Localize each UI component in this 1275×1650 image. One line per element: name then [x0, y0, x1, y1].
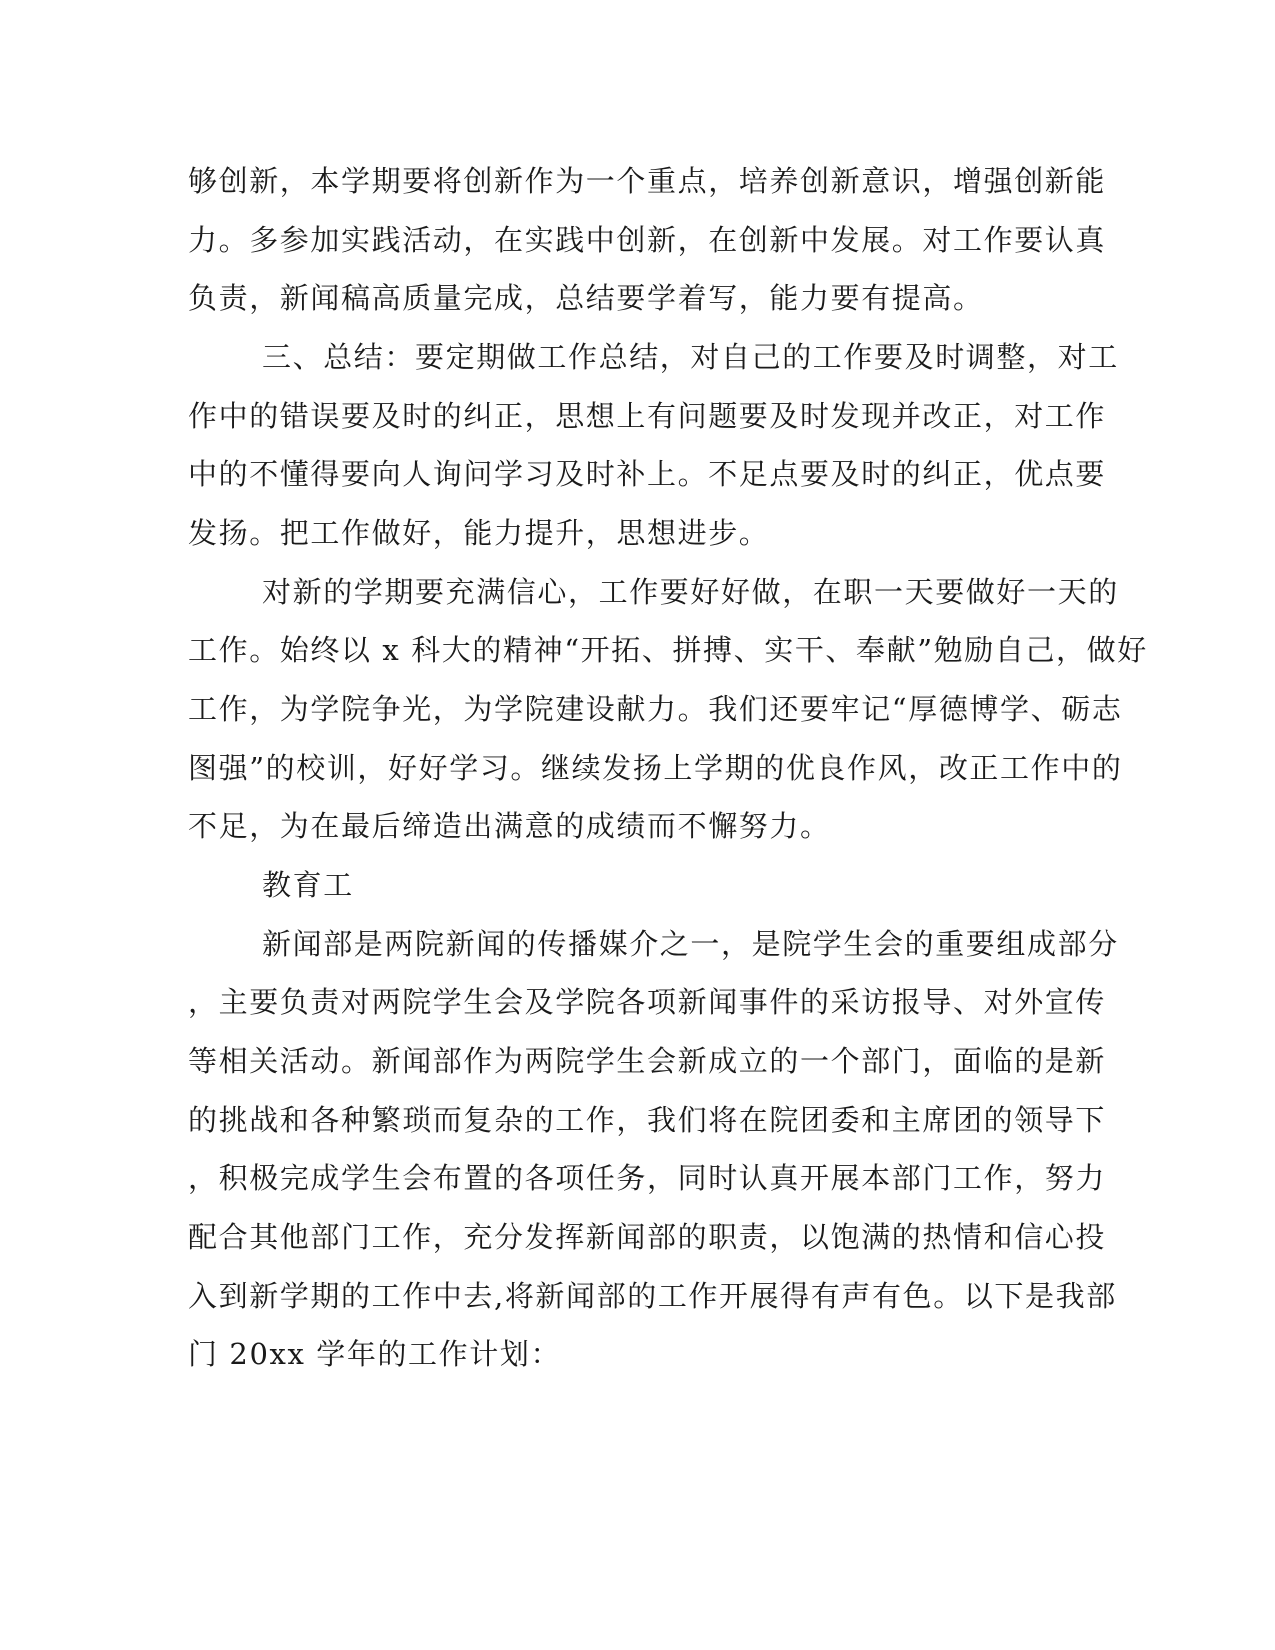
text-line: 中的不懂得要向人询问学习及时补上。不足点要及时的纠正，优点要 [188, 457, 1107, 491]
text-line: 作中的错误要及时的纠正，思想上有问题要及时发现并改正，对工作 [188, 399, 1107, 433]
text-line: 图强”的校训，好好学习。继续发扬上学期的优良作风，改正工作中的 [188, 751, 1123, 785]
text-line: 发扬。把工作做好，能力提升，思想进步。 [188, 516, 770, 550]
paragraph-start-line: 三、总结：要定期做工作总结，对自己的工作要及时调整，对工 [262, 340, 1119, 374]
paragraph-start-line: 新闻部是两院新闻的传播媒介之一，是院学生会的重要组成部分 [262, 927, 1119, 961]
text-line: 力。多参加实践活动，在实践中创新，在创新中发展。对工作要认真 [188, 223, 1107, 257]
paragraph-start-line: 对新的学期要充满信心，工作要好好做，在职一天要做好一天的 [262, 575, 1119, 609]
text-line: ，主要负责对两院学生会及学院各项新闻事件的采访报导、对外宣传 [188, 985, 1107, 1019]
text-line: 门 20xx 学年的工作计划： [188, 1337, 562, 1371]
text-line: 的挑战和各种繁琐而复杂的工作，我们将在院团委和主席团的领导下 [188, 1103, 1107, 1137]
text-line: 工作，为学院争光，为学院建设献力。我们还要牢记“厚德博学、砺志 [188, 692, 1123, 726]
text-line: 入到新学期的工作中去,将新闻部的工作开展得有声有色。以下是我部 [188, 1279, 1117, 1313]
text-line: 等相关活动。新闻部作为两院学生会新成立的一个部门，面临的是新 [188, 1044, 1107, 1078]
text-line: 配合其他部门工作，充分发挥新闻部的职责，以饱满的热情和信心投 [188, 1220, 1107, 1254]
section-heading: 教育工 [262, 868, 354, 902]
text-line: 负责，新闻稿高质量完成，总结要学着写，能力要有提高。 [188, 281, 984, 315]
text-line: 够创新，本学期要将创新作为一个重点，培养创新意识，增强创新能 [188, 164, 1107, 198]
text-line: ，积极完成学生会布置的各项任务，同时认真开展本部门工作，努力 [188, 1161, 1107, 1195]
text-line: 不足，为在最后缔造出满意的成绩而不懈努力。 [188, 809, 831, 843]
text-line: 工作。始终以 x 科大的精神“开拓、拼搏、实干、奉献”勉励自己，做好 [188, 633, 1148, 667]
